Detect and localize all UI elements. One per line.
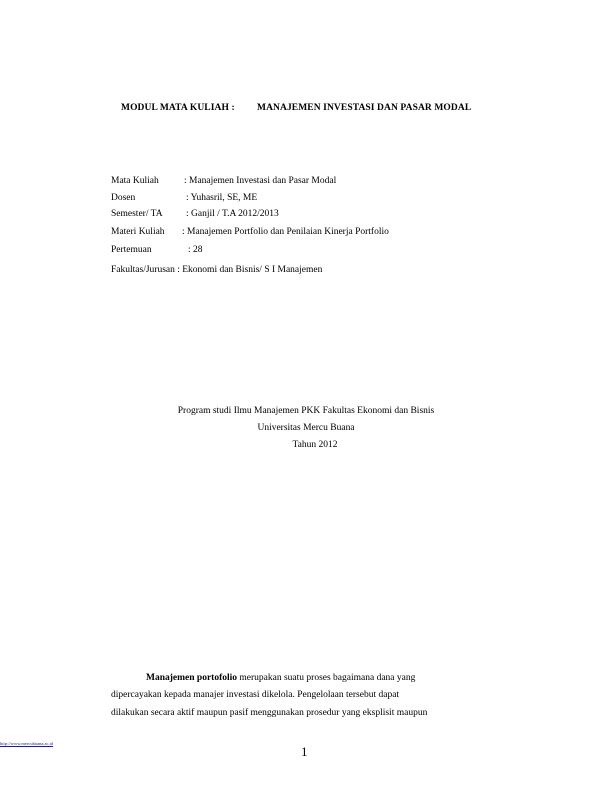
year-label: Tahun 2012 xyxy=(292,440,338,450)
info-value-pertemuan: : 28 xyxy=(188,245,203,255)
info-value-mata-kuliah: : Manajemen Investasi dan Pasar Modal xyxy=(184,176,337,186)
page-number: 1 xyxy=(301,744,308,759)
info-label-materi: Materi Kuliah xyxy=(111,227,165,237)
university-name: Universitas Mercu Buana xyxy=(257,423,355,433)
info-value-materi: : Manajemen Portfolio dan Penilaian Kinerja Portfolio xyxy=(182,227,389,237)
program-name: Program studi Ilmu Manajemen PKK Fakultas Ekonomi dan Bisnis xyxy=(177,406,435,416)
faculty-line: Fakultas/Jurusan : Ekonomi dan Bisnis/ S I Manajemen xyxy=(111,265,323,275)
paragraph-line-3: dilakukan secara aktif maupun pasif menggunakan prosedur yang eksplisit maupun xyxy=(111,708,428,718)
paragraph-line-1-rest: merupakan suatu proses bagaimana dana yang xyxy=(237,673,416,683)
info-value-semester: : Ganjil / T.A 2012/2013 xyxy=(186,209,279,219)
module-label: MODUL MATA KULIAH : xyxy=(121,103,235,113)
footer-website-link[interactable]: http://www.mercubuana.ac.id xyxy=(0,741,54,746)
paragraph-line-2: dipercayakan kepada manajer investasi dikelola. Pengelolaan tersebut dapat xyxy=(111,690,400,700)
info-label-mata-kuliah: Mata Kuliah xyxy=(111,176,159,186)
info-label-semester: Semester/ TA xyxy=(111,209,163,219)
module-title: MANAJEMEN INVESTASI DAN PASAR MODAL xyxy=(257,103,472,113)
info-label-dosen: Dosen xyxy=(111,193,136,203)
paragraph-line-1 xyxy=(146,673,415,683)
info-label-pertemuan: Pertemuan xyxy=(111,245,152,255)
paragraph-bold-lead: Manajemen portofolio xyxy=(146,673,238,683)
info-value-dosen: : Yuhasril, SE, ME xyxy=(186,193,258,203)
